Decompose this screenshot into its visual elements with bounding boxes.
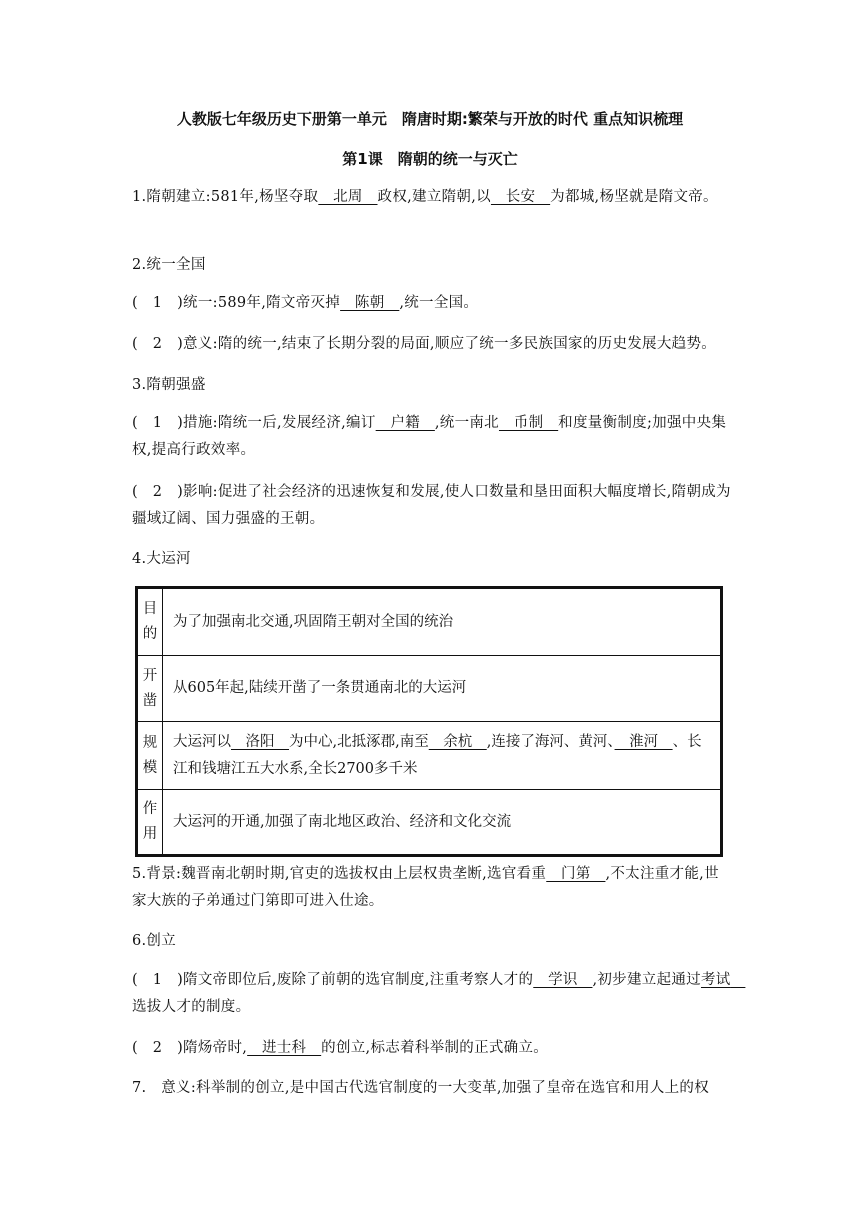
item-meaning: 7. 意义:科举制的创立,是中国古代选官制度的一大变革,加强了皇帝在选官和用人上的权 <box>132 1080 710 1096</box>
table-row <box>137 722 722 790</box>
table-row <box>137 790 722 856</box>
answer-blank: 门第 <box>546 866 606 882</box>
answer-blank: 币制 <box>498 415 559 431</box>
answer-blank: 户籍 <box>375 415 435 431</box>
row-text: 大运河以 洛阳 为中心,北抵涿郡,南至 余杭 ,连接了海河、黄河、 淮河 、长江和钱塘江五大水系,全长2700多千米 <box>163 722 722 790</box>
row-head: 开凿 <box>137 656 163 722</box>
answer-blank: 进士科 <box>247 1040 322 1056</box>
section-heading: 6.创立 <box>132 933 177 949</box>
item-establishment: ( 1 )隋文帝即位后,废除了前朝的选官制度,注重考察人才的 学识 ,初步建立起通过考试 选拔人才的制度。 <box>132 972 746 1015</box>
answer-blank: 洛阳 <box>231 733 289 750</box>
section-heading: 3.隋朝强盛 <box>132 377 206 393</box>
table-row <box>137 656 722 722</box>
section-heading: 4.大运河 <box>132 551 191 567</box>
section-heading: 2.统一全国 <box>132 257 206 273</box>
row-text: 大运河的开通,加强了南北地区政治、经济和文化交流 <box>163 790 722 856</box>
row-head: 作用 <box>137 790 163 856</box>
item-significance: ( 2 )意义:隋的统一,结束了长期分裂的局面,顺应了统一多民族国家的历史发展大趋势。 <box>132 336 717 352</box>
document-title: 人教版七年级历史下册第一单元 隋唐时期:繁荣与开放的时代 重点知识梳理 <box>176 110 684 128</box>
answer-blank: 淮河 <box>614 733 673 750</box>
answer-blank: 考试 <box>700 972 746 988</box>
grand-canal-table <box>135 586 723 857</box>
row-head: 目的 <box>137 588 163 656</box>
answer-blank: 陈朝 <box>340 295 400 311</box>
item-background: 5.背景:魏晋南北朝时期,官吏的选拔权由上层权贵垄断,选官看重 门第 ,不太注重才能,世家大族的子弟通过门第即可进入仕途。 <box>132 866 719 909</box>
answer-blank: 北周 <box>318 189 378 205</box>
row-head: 规模 <box>137 722 163 790</box>
item-measures: ( 1 )措施:隋统一后,发展经济,编订 户籍 ,统一南北 币制 和度量衡制度;加强中央集权,提高行政效率。 <box>132 415 727 458</box>
item-sui-founding: 1.隋朝建立:581年,杨坚夺取 北周 政权,建立隋朝,以 长安 为都城,杨坚就是隋文帝。 <box>132 189 718 205</box>
row-text: 从605年起,陆续开凿了一条贯通南北的大运河 <box>163 656 722 722</box>
lesson-title: 第1课 隋朝的统一与灭亡 <box>342 150 518 168</box>
item-unification: ( 1 )统一:589年,隋文帝灭掉 陈朝 ,统一全国。 <box>132 295 479 311</box>
item-jinshi: ( 2 )隋炀帝时, 进士科 的创立,标志着科举制的正式确立。 <box>132 1040 549 1056</box>
answer-blank: 余杭 <box>428 733 487 750</box>
item-influence: ( 2 )影响:促进了社会经济的迅速恢复和发展,使人口数量和垦田面积大幅度增长,隋朝成为疆域辽阔、国力强盛的王朝。 <box>132 484 731 527</box>
answer-blank: 学识 <box>533 972 593 988</box>
row-text: 为了加强南北交通,巩固隋王朝对全国的统治 <box>163 588 722 656</box>
table-row <box>137 588 722 656</box>
answer-blank: 长安 <box>490 189 551 205</box>
